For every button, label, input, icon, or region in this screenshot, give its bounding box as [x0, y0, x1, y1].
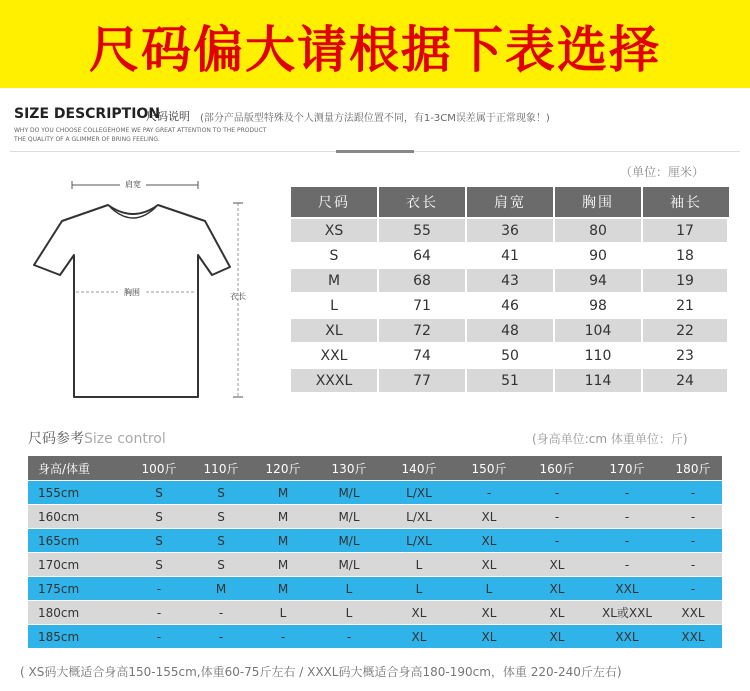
table-cell: XL: [524, 576, 590, 600]
table-cell: XXL: [291, 342, 379, 367]
table-cell: S: [291, 242, 379, 267]
table-cell: L: [314, 576, 384, 600]
chest-label: 胸围: [124, 288, 140, 297]
table-cell: M: [291, 267, 379, 292]
table-cell: L: [291, 292, 379, 317]
header-cell: 袖长: [643, 187, 729, 217]
table-cell: L/XL: [384, 480, 454, 504]
size-description-note: (部分产品版型特殊及个人测量方法跟位置不同，有1-3CM误差属于正常现象！): [200, 113, 550, 124]
table-cell: S: [190, 552, 252, 576]
table-cell: 110: [555, 342, 643, 367]
table-cell: 50: [467, 342, 555, 367]
table-row: [28, 528, 722, 552]
table-cell: 43: [467, 267, 555, 292]
table-cell: -: [314, 624, 384, 648]
table-cell: 21: [643, 292, 729, 317]
table-cell: 104: [555, 317, 643, 342]
table-cell: -: [128, 576, 190, 600]
table-cell: XL: [384, 624, 454, 648]
table-cell: S: [190, 504, 252, 528]
size-reference-table: [28, 455, 722, 648]
table-cell: L/XL: [384, 528, 454, 552]
table-cell: M/L: [314, 552, 384, 576]
promo-banner: [0, 0, 750, 88]
table-row: [28, 576, 722, 600]
table-cell: XXXL: [291, 367, 379, 392]
table-cell: 74: [379, 342, 467, 367]
table-cell: XL: [524, 600, 590, 624]
table-cell: 48: [467, 317, 555, 342]
table-cell: S: [128, 504, 190, 528]
height-cell: 180cm: [28, 600, 128, 624]
table-cell: M: [252, 528, 314, 552]
table-cell: XXL: [664, 600, 722, 624]
table-cell: XL: [454, 552, 524, 576]
table-cell: -: [664, 552, 722, 576]
size-description-title: SIZE DESCRIPTION: [14, 106, 161, 122]
header-cell: 100斤: [128, 455, 190, 480]
table-cell: 68: [379, 267, 467, 292]
table-cell: -: [128, 624, 190, 648]
table-cell: -: [524, 504, 590, 528]
table-cell: -: [664, 576, 722, 600]
size-description-title-cn: 尺码说明: [146, 110, 190, 123]
header-cell: 110斤: [190, 455, 252, 480]
table-row: [291, 267, 729, 292]
table-cell: M: [252, 480, 314, 504]
header-cell: 身高/体重: [28, 455, 128, 480]
table-cell: -: [128, 600, 190, 624]
unit-note: （单位：厘米）: [620, 165, 705, 179]
table-cell: -: [590, 528, 664, 552]
table-cell: 90: [555, 242, 643, 267]
table-row: [291, 292, 729, 317]
size-table-header: [291, 187, 729, 217]
table-cell: -: [590, 480, 664, 504]
table-cell: S: [190, 528, 252, 552]
footnote: ( XS码大概适合身高150-155cm,体重60-75斤左右 / XXXL码大概适合身高180-190cm，体重 220-240斤左右): [20, 665, 622, 679]
table-row: [28, 600, 722, 624]
table-cell: XXL: [590, 576, 664, 600]
table-cell: 64: [379, 242, 467, 267]
table-cell: 98: [555, 292, 643, 317]
table-row: [28, 504, 722, 528]
size-reference-title-cn: 尺码参考: [28, 431, 84, 447]
table-row: [28, 480, 722, 504]
subtext-line-2: THE QUALITY OF A GLIMMER OF BRING FEELING.: [14, 136, 160, 143]
table-cell: M: [252, 576, 314, 600]
table-row: [291, 242, 729, 267]
table-cell: S: [190, 480, 252, 504]
height-cell: 155cm: [28, 480, 128, 504]
table-cell: 114: [555, 367, 643, 392]
height-cell: 175cm: [28, 576, 128, 600]
table-cell: XL: [384, 600, 454, 624]
divider-accent: [336, 150, 414, 153]
table-cell: 94: [555, 267, 643, 292]
table-cell: -: [252, 624, 314, 648]
table-cell: M/L: [314, 528, 384, 552]
table-cell: L: [384, 552, 454, 576]
table-cell: L: [454, 576, 524, 600]
table-cell: 77: [379, 367, 467, 392]
size-reference-title: [28, 428, 166, 448]
table-cell: -: [590, 552, 664, 576]
table-row: [28, 624, 722, 648]
table-cell: M/L: [314, 480, 384, 504]
table-cell: L: [384, 576, 454, 600]
tshirt-outline: [34, 205, 230, 397]
header-cell: 150斤: [454, 455, 524, 480]
table-cell: M/L: [314, 504, 384, 528]
table-cell: 18: [643, 242, 729, 267]
height-cell: 165cm: [28, 528, 128, 552]
table-cell: -: [190, 600, 252, 624]
reference-header-row: [28, 455, 722, 480]
table-cell: XL或XXL: [590, 600, 664, 624]
table-cell: -: [524, 480, 590, 504]
table-cell: XL: [454, 528, 524, 552]
table-cell: XL: [454, 600, 524, 624]
header-cell: 胸围: [555, 187, 643, 217]
table-cell: 55: [379, 217, 467, 242]
table-cell: S: [128, 480, 190, 504]
table-cell: S: [128, 528, 190, 552]
height-cell: 185cm: [28, 624, 128, 648]
header-cell: 尺码: [291, 187, 379, 217]
height-cell: 170cm: [28, 552, 128, 576]
table-cell: L: [252, 600, 314, 624]
table-cell: 17: [643, 217, 729, 242]
table-row: [291, 342, 729, 367]
header-cell: 120斤: [252, 455, 314, 480]
size-table: [291, 187, 729, 392]
tshirt-diagram: [30, 175, 266, 405]
table-cell: S: [128, 552, 190, 576]
table-cell: 23: [643, 342, 729, 367]
table-cell: 51: [467, 367, 555, 392]
table-cell: -: [190, 624, 252, 648]
table-cell: 22: [643, 317, 729, 342]
table-cell: 46: [467, 292, 555, 317]
table-row: [291, 317, 729, 342]
length-label: 衣长: [230, 292, 246, 301]
table-cell: XL: [524, 624, 590, 648]
table-row: [28, 552, 722, 576]
table-cell: M: [190, 576, 252, 600]
table-cell: XS: [291, 217, 379, 242]
header-cell: 180斤: [664, 455, 722, 480]
table-cell: -: [664, 504, 722, 528]
table-cell: XL: [291, 317, 379, 342]
table-cell: XL: [454, 504, 524, 528]
table-cell: M: [252, 504, 314, 528]
banner-text: 尺码偏大请根据下表选择: [89, 21, 661, 79]
table-cell: -: [590, 504, 664, 528]
table-cell: XL: [454, 624, 524, 648]
table-cell: 36: [467, 217, 555, 242]
header-cell: 衣长: [379, 187, 467, 217]
table-cell: -: [664, 480, 722, 504]
table-cell: XXL: [664, 624, 722, 648]
table-cell: XXL: [590, 624, 664, 648]
table-cell: 41: [467, 242, 555, 267]
table-row: [291, 367, 729, 392]
height-cell: 160cm: [28, 504, 128, 528]
table-cell: -: [664, 528, 722, 552]
table-cell: L: [314, 600, 384, 624]
table-row: [291, 217, 729, 242]
size-description-subtext: [14, 126, 274, 144]
table-cell: 24: [643, 367, 729, 392]
table-cell: 19: [643, 267, 729, 292]
header-cell: 170斤: [590, 455, 664, 480]
header-cell: 140斤: [384, 455, 454, 480]
table-cell: -: [454, 480, 524, 504]
table-cell: 80: [555, 217, 643, 242]
size-reference-title-en: Size control: [84, 431, 166, 447]
header-cell: 130斤: [314, 455, 384, 480]
header-cell: 肩宽: [467, 187, 555, 217]
table-cell: 72: [379, 317, 467, 342]
table-cell: 71: [379, 292, 467, 317]
shoulder-label: 肩宽: [125, 180, 141, 189]
subtext-line-1: WHY DO YOU CHOOSE COLLEGEHOME WE PAY GREAT ATTENTION TO THE PRODUCT: [14, 127, 267, 134]
table-cell: M: [252, 552, 314, 576]
table-cell: L/XL: [384, 504, 454, 528]
size-reference-units: (身高单位:cm 体重单位：斤): [532, 432, 688, 446]
table-cell: XL: [524, 552, 590, 576]
table-cell: -: [524, 528, 590, 552]
header-cell: 160斤: [524, 455, 590, 480]
